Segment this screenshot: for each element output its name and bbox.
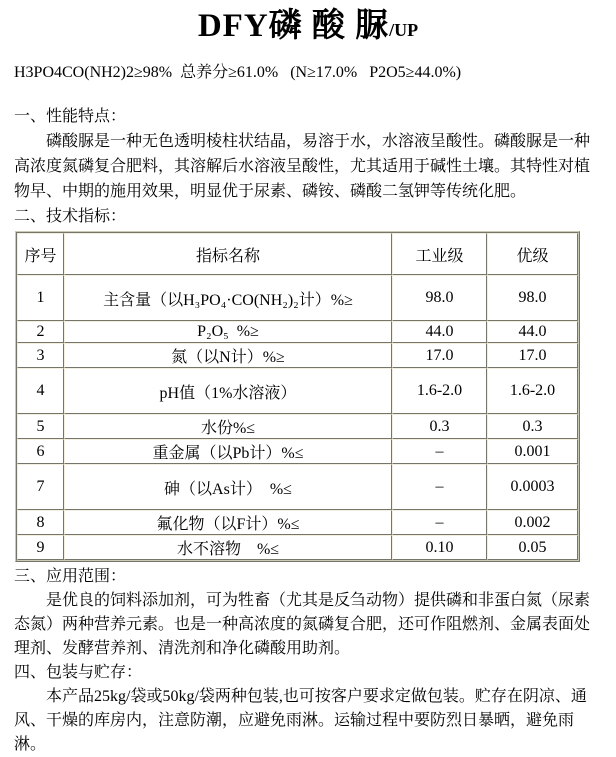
section-4-heading: 四、包装与贮存：	[14, 664, 143, 681]
page-title	[14, 6, 602, 50]
cell-premium: 0.3	[487, 414, 578, 439]
table-header-row	[17, 233, 578, 275]
cell-no: 1	[17, 275, 64, 321]
product-title: DFY磷 酸 脲	[197, 8, 390, 44]
cell-no: 7	[17, 464, 64, 510]
cell-no: 3	[17, 343, 64, 368]
cell-industrial: –	[392, 464, 487, 510]
section-3-heading: 三、应用范围：	[14, 568, 127, 585]
cell-name: 水份%≤	[64, 414, 392, 439]
cell-industrial: 98.0	[392, 275, 487, 321]
table-row	[17, 510, 578, 535]
table-row	[17, 321, 578, 343]
cell-no: 4	[17, 368, 64, 414]
section-1-heading: 一、性能特点：	[14, 108, 127, 125]
cell-no: 9	[17, 535, 64, 560]
cell-name: 氟化物（以F计）%≤	[64, 510, 392, 535]
cell-industrial: 0.3	[392, 414, 487, 439]
cell-industrial: 1.6-2.0	[392, 368, 487, 414]
cell-premium: 17.0	[487, 343, 578, 368]
cell-name: 砷（以As计） %≤	[64, 464, 392, 510]
table-row	[17, 439, 578, 464]
cell-premium: 0.05	[487, 535, 578, 560]
formula-line: H3PO4CO(NH2)2≥98% 总养分≥61.0% (N≥17.0% P2O5≥44.0%)	[14, 64, 462, 81]
cell-name: 水不溶物 %≤	[64, 535, 392, 560]
cell-industrial: 17.0	[392, 343, 487, 368]
table-row	[17, 414, 578, 439]
cell-premium: 0.001	[487, 439, 578, 464]
cell-industrial: 0.10	[392, 535, 487, 560]
table-row	[17, 275, 578, 321]
header-no: 序号	[17, 233, 64, 275]
header-name: 指标名称	[64, 233, 392, 275]
cell-premium: 0.0003	[487, 464, 578, 510]
cell-premium: 1.6-2.0	[487, 368, 578, 414]
spec-table	[15, 231, 580, 562]
table-row	[17, 535, 578, 560]
header-premium: 优级	[487, 233, 578, 275]
cell-no: 2	[17, 321, 64, 343]
table-row	[17, 343, 578, 368]
table-row	[17, 464, 578, 510]
cell-premium: 44.0	[487, 321, 578, 343]
cell-name: 主含量（以H₃PO₄·CO(NH₂)₂计）%≥	[64, 275, 392, 321]
title-suffix: /UP	[389, 20, 419, 40]
section-1-body: 磷酸脲是一种无色透明棱柱状结晶，易溶于水，水溶液呈酸性。磷酸脲是一种高浓度氮磷复合肥料，其溶解后水溶液呈酸性，尤其适用于碱性土壤。其特性对植物早、中期的施用效果，明显优于尿素、磷铵、磷酸二氢钾等传统化肥。	[14, 133, 591, 200]
cell-name: 氮（以N计）%≥	[64, 343, 392, 368]
section-2-heading: 二、技术指标：	[14, 208, 127, 225]
cell-name: 重金属（以Pb计）%≤	[64, 439, 392, 464]
cell-no: 5	[17, 414, 64, 439]
cell-name: pH值（1%水溶液）	[64, 368, 392, 414]
cell-premium: 0.002	[487, 510, 578, 535]
cell-industrial: –	[392, 439, 487, 464]
cell-industrial: –	[392, 510, 487, 535]
header-industrial: 工业级	[392, 233, 487, 275]
cell-no: 8	[17, 510, 64, 535]
cell-no: 6	[17, 439, 64, 464]
section-4-body: 本产品25kg/袋或50kg/袋两种包装,也可按客户要求定做包装。贮存在阴凉、通风、干燥的库房内，注意防潮，应避免雨淋。运输过程中要防烈日暴晒，避免雨淋。	[14, 688, 587, 753]
section-3-body: 是优良的饲料添加剂，可为牲畜（尤其是反刍动物）提供磷和非蛋白氮（尿素态氮）两种营养元素。也是一种高浓度的氮磷复合肥，还可作阻燃剂、金属表面处理剂、发酵营养剂、清洗剂和净化磷酸用助剂。	[14, 592, 591, 657]
cell-name: P₂O₅ %≥	[64, 321, 392, 343]
table-row	[17, 368, 578, 414]
cell-industrial: 44.0	[392, 321, 487, 343]
cell-premium: 98.0	[487, 275, 578, 321]
